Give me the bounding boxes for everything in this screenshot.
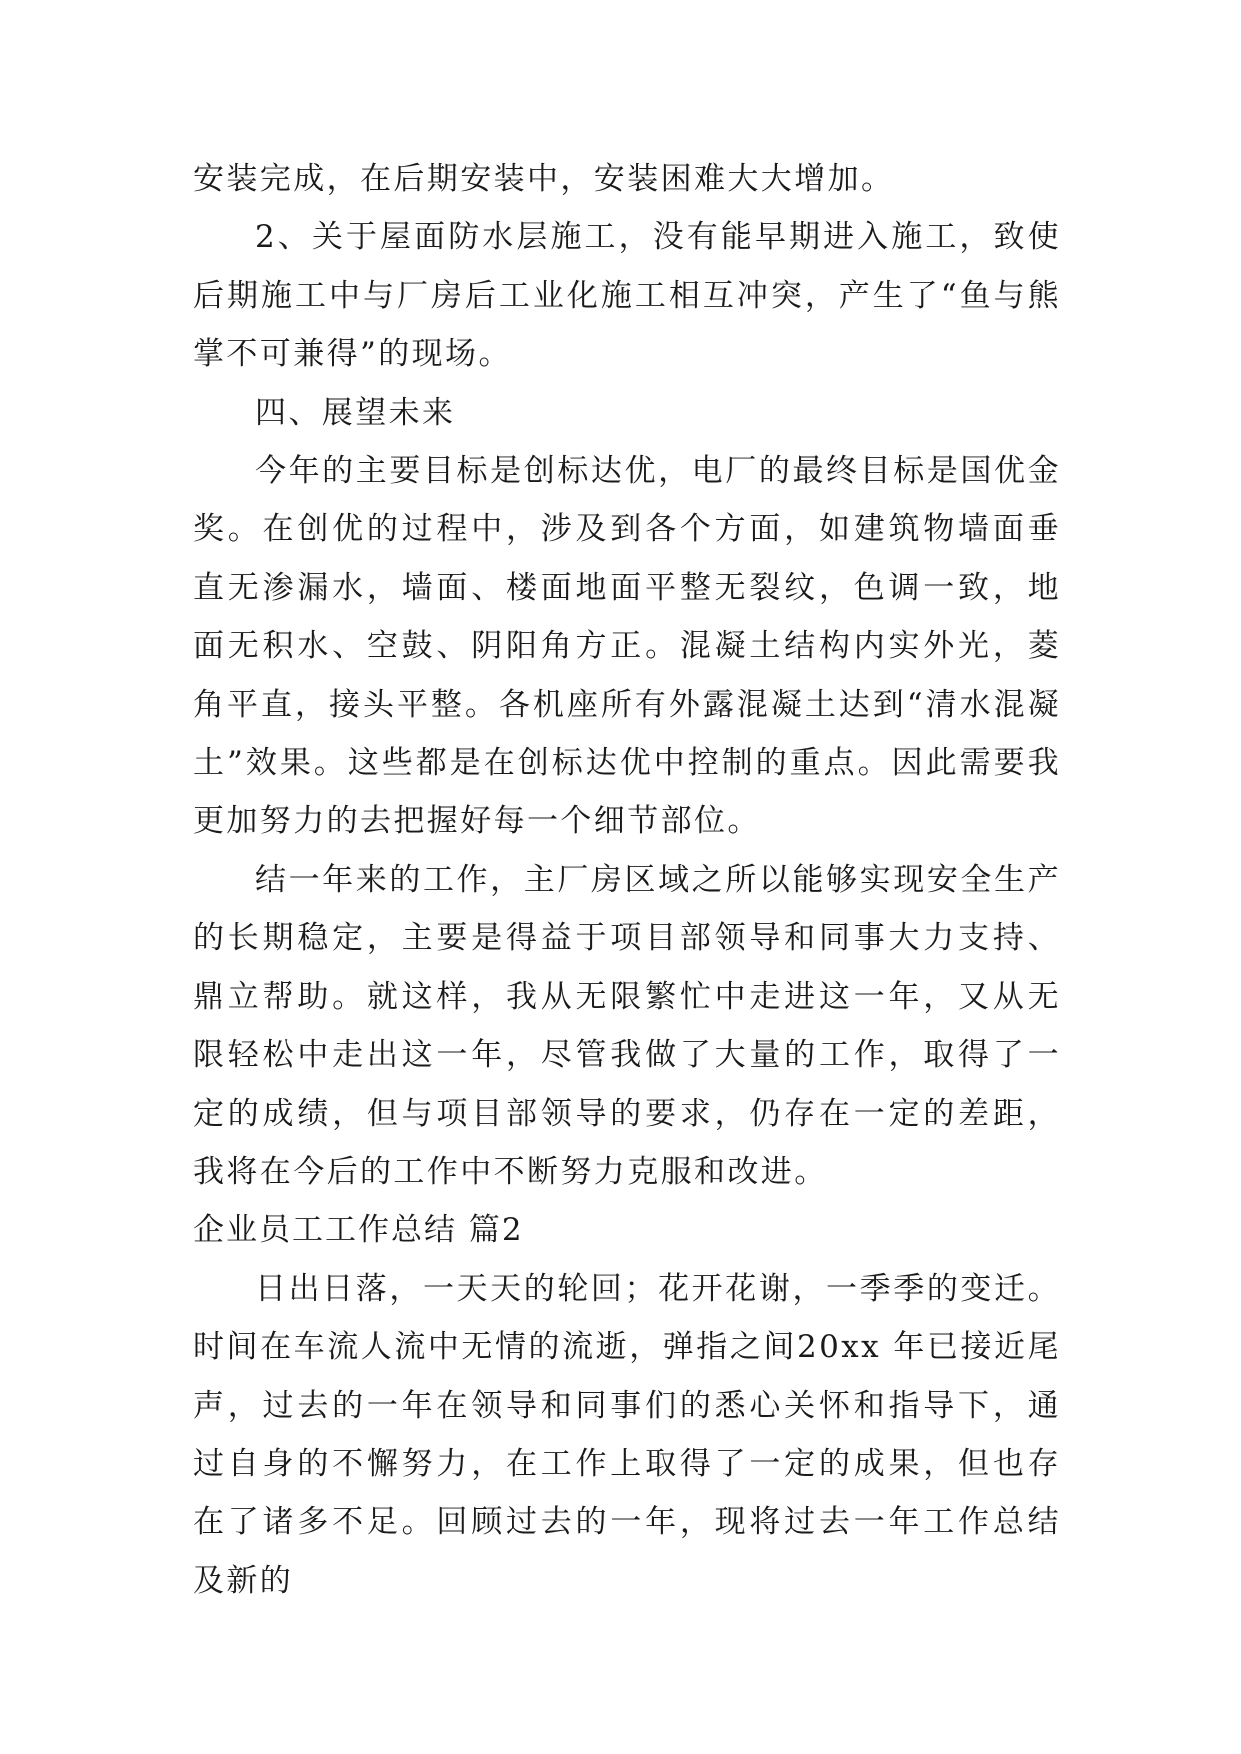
- paragraph-intro: 日出日落，一天天的轮回；花开花谢，一季季的变迁。时间在车流人流中无情的流逝，弹指之间20xx 年已接近尾声，过去的一年在领导和同事们的悉心关怀和指导下，通过自身的不懈努力，在工作上取得了一定的成果，但也存在了诸多不足。回顾过去的一年，现将过去一年工作总结及新的: [193, 1270, 1061, 1599]
- article-title-part-2: 企业员工工作总结 篇2: [193, 1212, 524, 1249]
- paragraph-goals: 今年的主要目标是创标达优，电厂的最终目标是国优金奖。在创优的过程中，涉及到各个方面，如建筑物墙面垂直无渗漏水，墙面、楼面地面平整无裂纹，色调一致，地面无积水、空鼓、阴阳角方正。混凝土结构内实外光，菱角平直，接头平整。各机座所有外露混凝土达到“清水混凝土”效果。这些都是在创标达优中控制的重点。因此需要我更加努力的去把握好每一个细节部位。: [193, 453, 1061, 840]
- paragraph-continuation: 安装完成，在后期安装中，安装困难大大增加。: [193, 161, 895, 197]
- document-body: [193, 150, 1061, 1610]
- paragraph-item-2: 2、关于屋面防水层施工，没有能早期进入施工，致使后期施工中与厂房后工业化施工相互冲突，产生了“鱼与熊掌不可兼得”的现场。: [193, 219, 1061, 373]
- paragraph-summary: 结一年来的工作，主厂房区域之所以能够实现安全生产的长期稳定，主要是得益于项目部领导和同事大力支持、鼎立帮助。就这样，我从无限繁忙中走进这一年，又从无限轻松中走出这一年，尽管我做了大量的工作，取得了一定的成绩，但与项目部领导的要求，仍存在一定的差距，我将在今后的工作中不断努力克服和改进。: [193, 861, 1061, 1190]
- section-heading-outlook: 四、展望未来: [255, 394, 456, 431]
